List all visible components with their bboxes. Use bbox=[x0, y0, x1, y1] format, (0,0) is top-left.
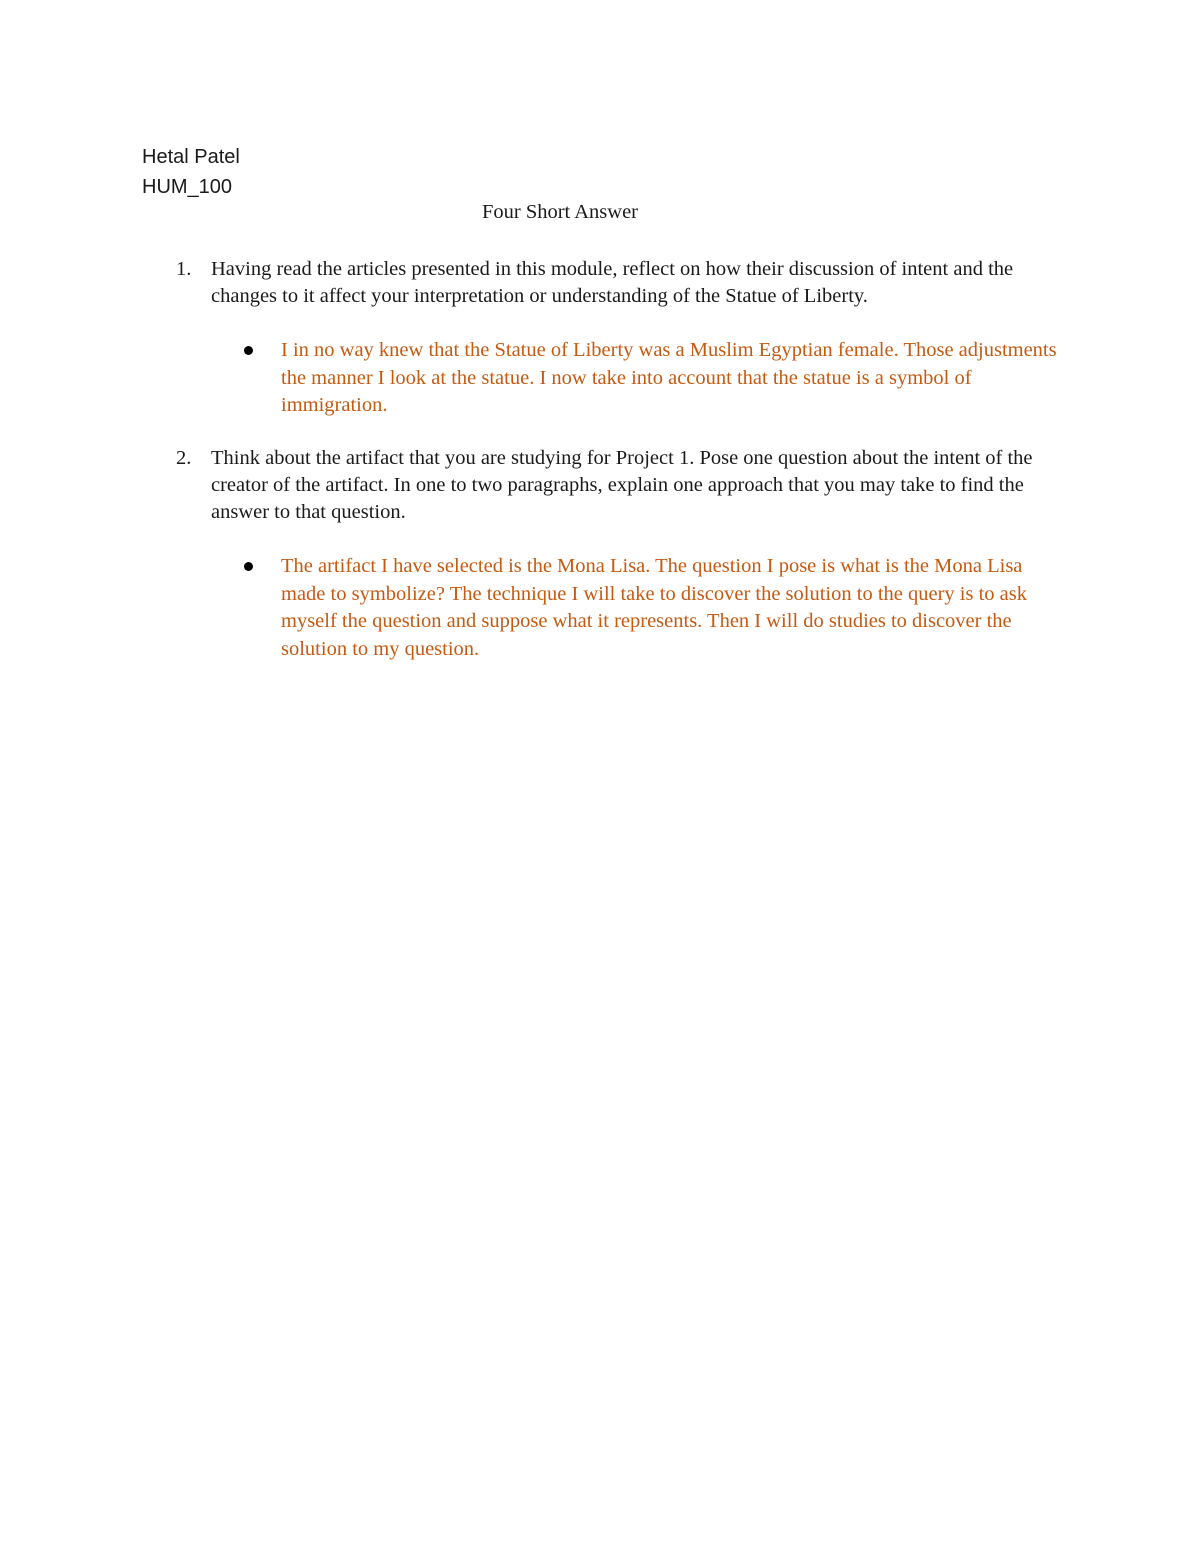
bullet-icon bbox=[244, 346, 253, 355]
bullet-icon bbox=[244, 562, 253, 571]
question-1 bbox=[176, 256, 1076, 310]
course-code: HUM_100 bbox=[142, 176, 233, 198]
answer-2-text: The artifact I have selected is the Mona Lisa. The question I pose is what is the Mona Lisa made to symbolize? The technique I will take to discover the solution to the query is to ask myself the question and suppose what it represents. Then I will do studies to discover the solution to my question. bbox=[281, 555, 1027, 660]
answer-1 bbox=[244, 337, 1064, 420]
question-1-number: 1. bbox=[176, 258, 192, 280]
document-title: Four Short Answer bbox=[481, 201, 639, 223]
question-2 bbox=[176, 445, 1076, 526]
answer-2 bbox=[244, 553, 1064, 663]
author-name: Hetal Patel bbox=[142, 146, 240, 168]
question-2-number: 2. bbox=[176, 447, 192, 469]
answer-1-text: I in no way knew that the Statue of Liberty was a Muslim Egyptian female. Those adjustments the manner I look at the statue. I now take into account that the statue is a symbol of immigration. bbox=[281, 339, 1057, 416]
question-2-text: Think about the artifact that you are studying for Project 1. Pose one question about the intent of the creator of the artifact. In one to two paragraphs, explain one approach that you may take to find the answer to that question. bbox=[211, 447, 1033, 523]
question-1-text: Having read the articles presented in this module, reflect on how their discussion of intent and the changes to it affect your interpretation or understanding of the Statue of Liberty. bbox=[211, 258, 1014, 307]
